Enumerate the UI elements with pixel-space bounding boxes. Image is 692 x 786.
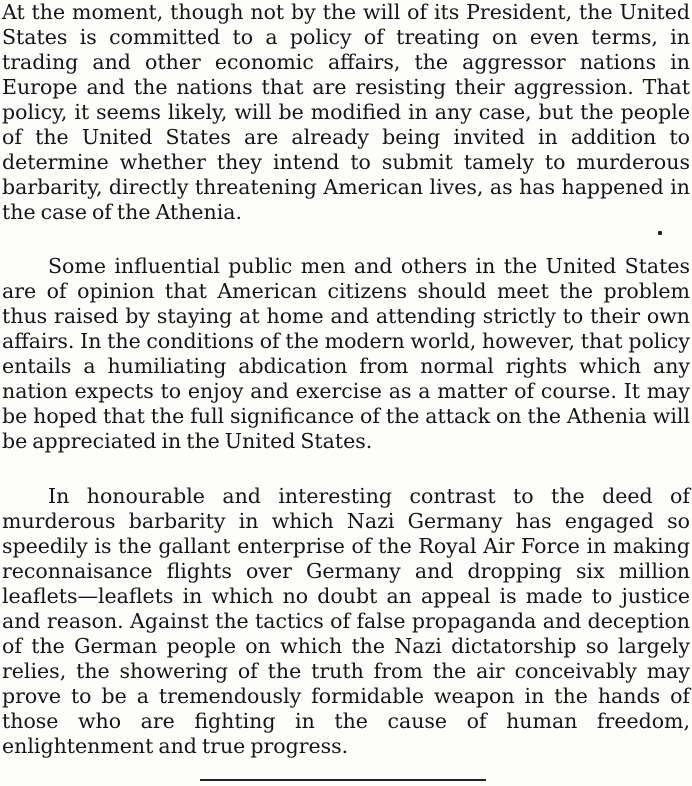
section-divider-rule bbox=[200, 779, 486, 781]
article-paragraph-2 bbox=[2, 254, 690, 454]
article-paragraph-1 bbox=[2, 0, 690, 225]
print-speck bbox=[658, 231, 662, 235]
paragraph-1-text: At the moment, though not by the will of its President, the United States is committed to a policy of treating on even terms, in trading and other economic affairs, the aggressor nations in Europe and the nations that are resisting their aggression. That policy, it seems likely, will be modified in any case, but the people of the United States are already being invited in addition to determine whether they intend to submit tamely to murderous barbarity, directly threatening American lives, as has happened in the case of the Athenia. bbox=[2, 0, 690, 224]
article-paragraph-3 bbox=[2, 484, 690, 759]
paragraph-3-text: In honourable and interesting contrast to the deed of murderous barbarity in which Nazi Germany has engaged so speedily is the gallant enterprise of the Royal Air Force in making reconnaisance flights over Germany and dropping six million leaflets—leaflets in which no doubt an appeal is made to justice and reason. Against the tactics of false propaganda and deception of the German people on which the Nazi dictatorship so largely relies, the showering of the truth from the air conceivably may prove to be a tremendously formidable weapon in the hands of those who are fighting in the cause of human freedom, enlightenment and true progress. bbox=[2, 484, 690, 758]
paragraph-2-text: Some influential public men and others in the United States are of opinion that American citizens should meet the problem thus raised by staying at home and attending strictly to their own affairs. In the conditions of the modern world, however, that policy entails a humiliating abdication from normal rights which any nation expects to enjoy and exercise as a matter of course. It may be hoped that the full significance of the attack on the Athenia will be appreciated in the United States. bbox=[2, 254, 690, 453]
